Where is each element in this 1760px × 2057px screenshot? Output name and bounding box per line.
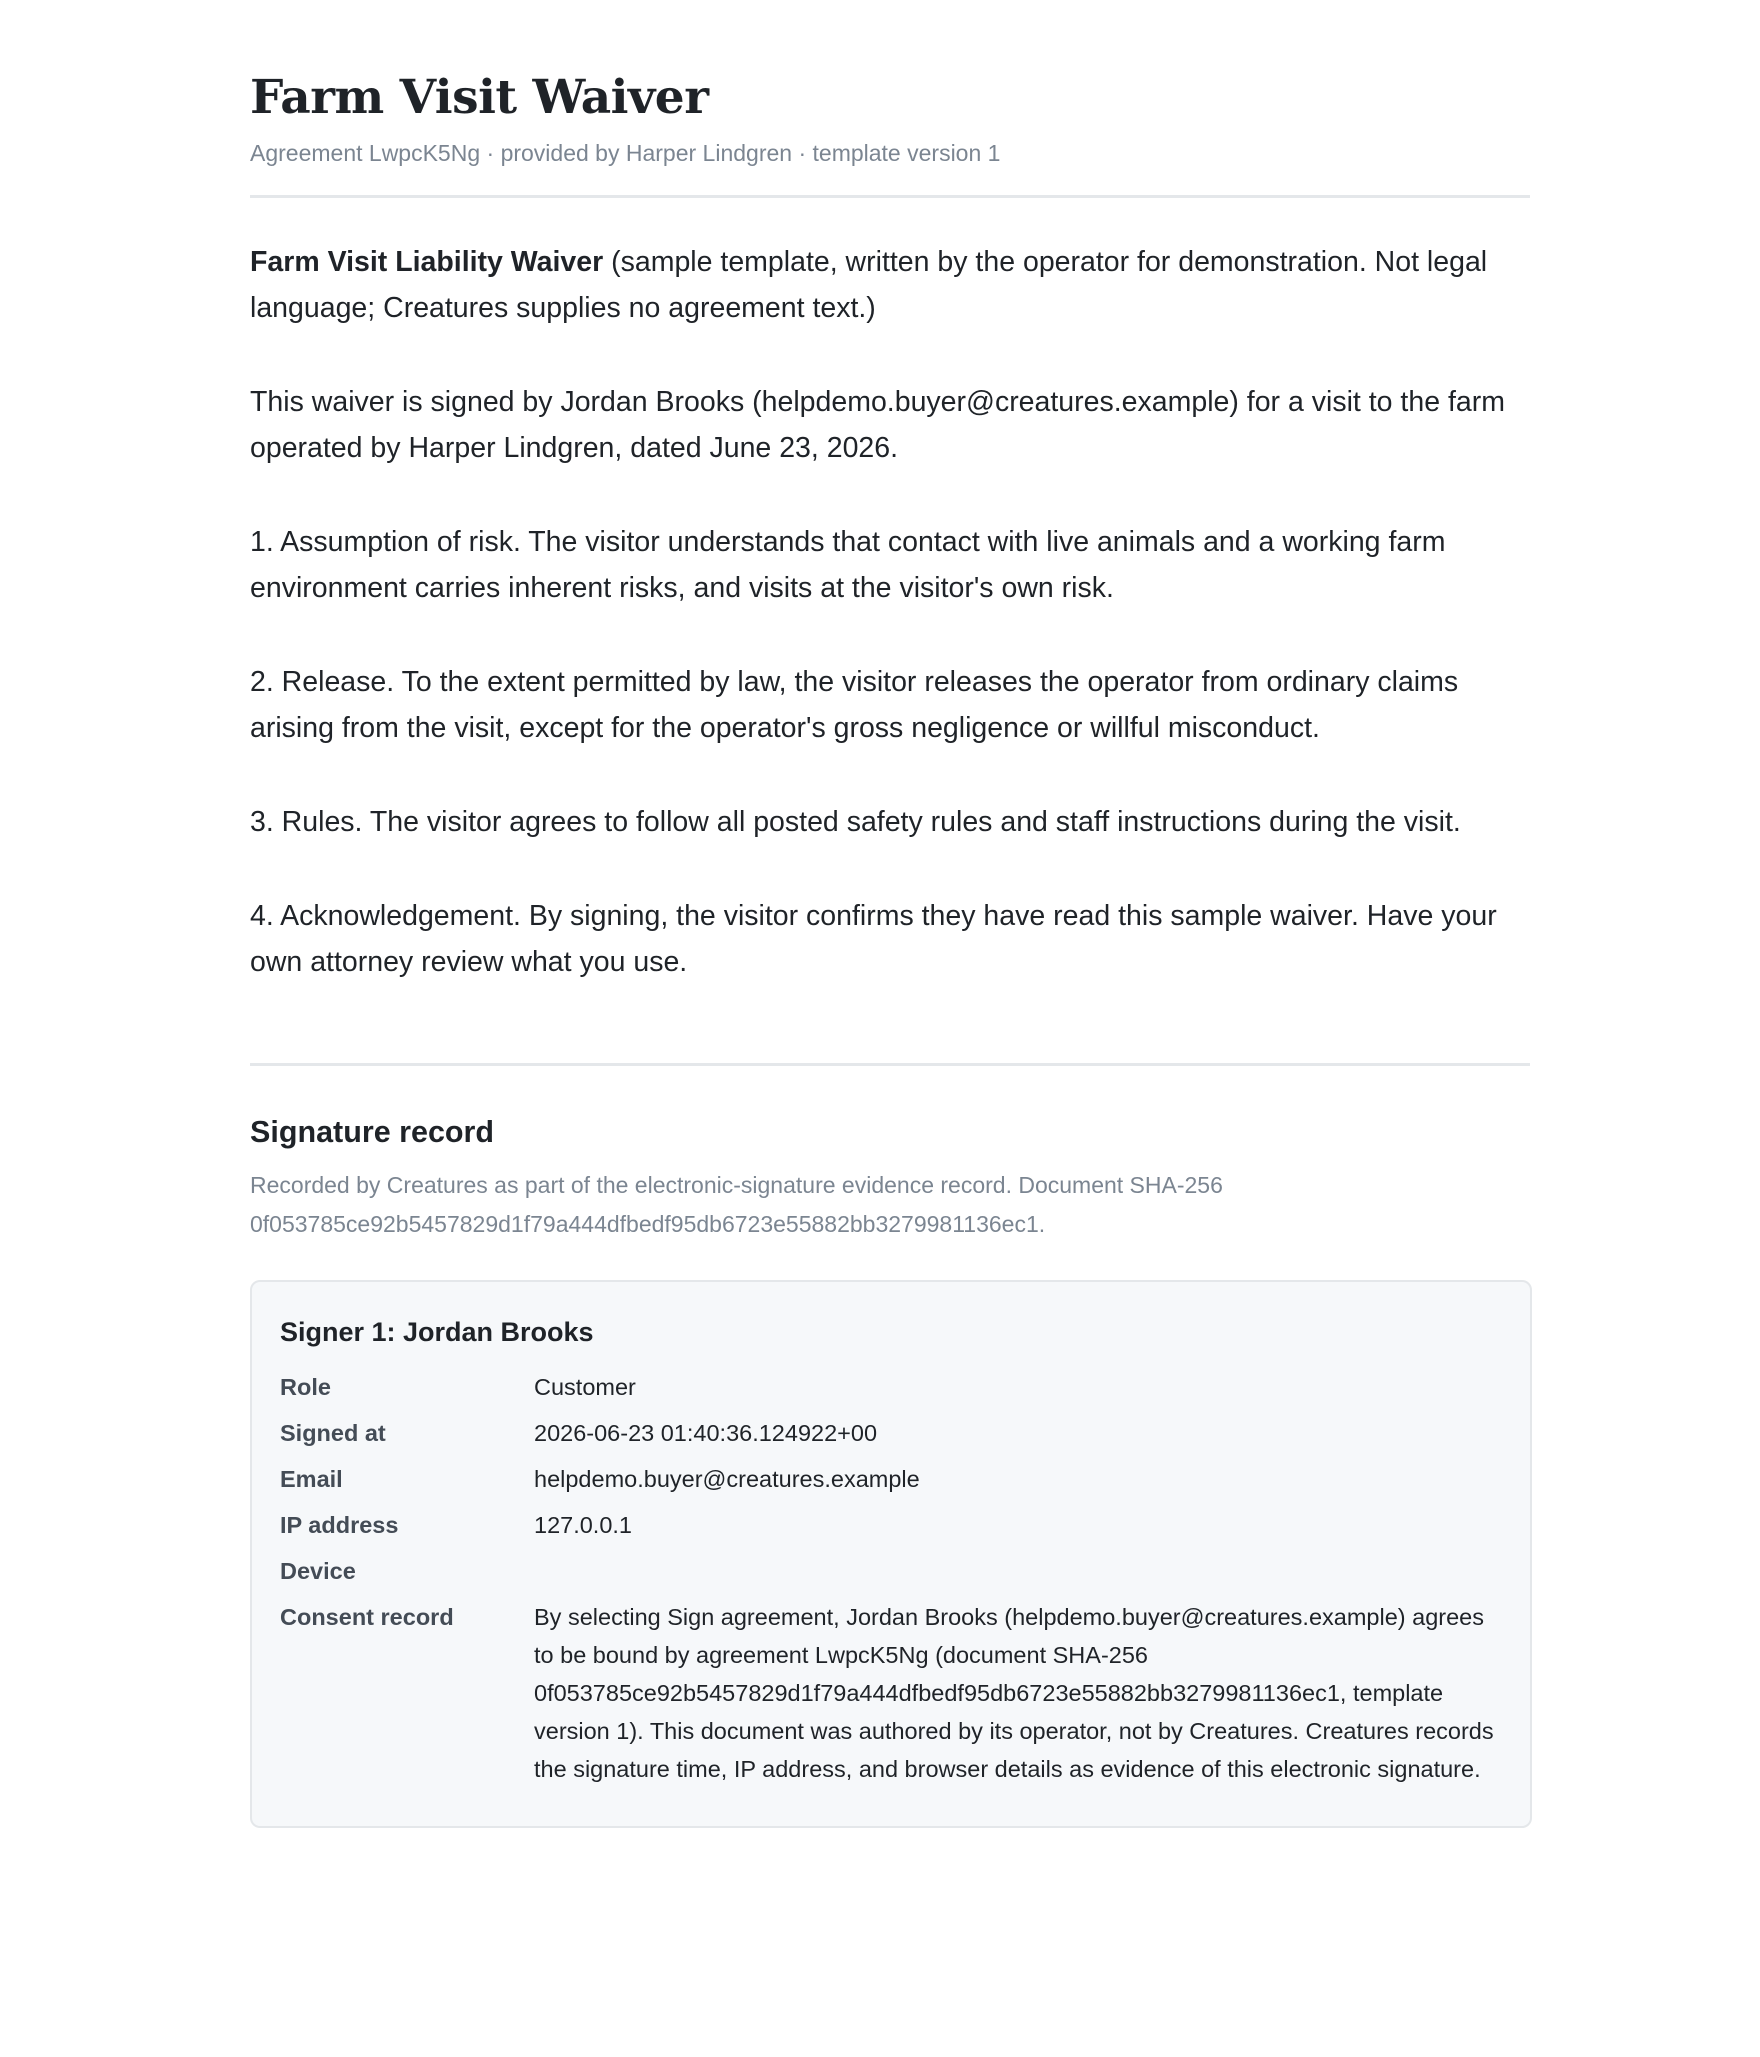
clause-2: 2. Release. To the extent permitted by law, the visitor releases the operator from ordinary claims arising from the visit, except for the operator's gross negligence or willful misconduct. xyxy=(250,666,1459,744)
row-value: helpdemo.buyer@creatures.example xyxy=(534,1466,920,1492)
signer-row-role xyxy=(280,1368,1502,1406)
waiver-page xyxy=(250,0,1530,1828)
row-value xyxy=(534,1552,1502,1590)
signed-by-paragraph: This waiver is signed by Jordan Brooks (helpdemo.buyer@creatures.example) for a visit to the farm operated by Harper Lindgren, dated June 23, 2026. xyxy=(250,386,1505,464)
signature-record-heading: Signature record xyxy=(250,1115,495,1149)
row-value: 127.0.0.1 xyxy=(534,1512,633,1538)
row-label: Email xyxy=(280,1466,343,1492)
row-value: By selecting Sign agreement, Jordan Brooks (helpdemo.buyer@creatures.example) agrees to be bound by agreement LwpcK5Ng (document SHA-256 0f053785ce92b5457829d1f79a444dfbedf95db6723e55882bb3279981136ec1, template version 1). This document was authored by its operator, not by Creatures. Creatures records the signature time, IP address, and browser details as evidence of this electronic signature. xyxy=(534,1604,1494,1782)
row-label: IP address xyxy=(280,1512,399,1538)
row-value: Customer xyxy=(534,1374,636,1400)
agreement-body xyxy=(250,239,1530,985)
row-value: 2026-06-23 01:40:36.124922+00 xyxy=(534,1420,878,1446)
clause-3: 3. Rules. The visitor agrees to follow all posted safety rules and staff instructions during the visit. xyxy=(250,806,1461,838)
signature-divider xyxy=(250,1063,1530,1066)
agreement-meta: Agreement LwpcK5Ng · provided by Harper Lindgren · template version 1 xyxy=(250,140,1001,166)
waiver-name: Farm Visit Liability Waiver xyxy=(250,246,604,278)
signer-row-device xyxy=(280,1552,1502,1590)
signer-row-signed-at xyxy=(280,1414,1502,1452)
signature-record-note: Recorded by Creatures as part of the electronic-signature evidence record. Document SHA-256 0f053785ce92b5457829d1f79a444dfbedf95db6723e55882bb3279981136ec1. xyxy=(250,1172,1223,1237)
signer-row-ip-address xyxy=(280,1506,1502,1544)
row-label: Consent record xyxy=(280,1604,454,1630)
signer-row-consent-record xyxy=(280,1598,1502,1788)
signer-row-email xyxy=(280,1460,1502,1498)
signer-card xyxy=(250,1280,1532,1828)
row-label: Role xyxy=(280,1374,331,1400)
clause-4: 4. Acknowledgement. By signing, the visitor confirms they have read this sample waiver. Have your own attorney review what you use. xyxy=(250,900,1497,978)
clause-1: 1. Assumption of risk. The visitor understands that contact with live animals and a working farm environment carries inherent risks, and visits at the visitor's own risk. xyxy=(250,526,1446,604)
row-label: Signed at xyxy=(280,1420,386,1446)
signer-title: Signer 1: Jordan Brooks xyxy=(280,1317,594,1347)
page-title: Farm Visit Waiver xyxy=(250,70,709,125)
row-label: Device xyxy=(280,1558,356,1584)
intro-paragraph xyxy=(250,239,1530,331)
intro-text: (sample template, written by the operator for demonstration. Not legal language; Creatures supplies no agreement text.) xyxy=(250,246,1488,324)
header-divider xyxy=(250,195,1530,198)
